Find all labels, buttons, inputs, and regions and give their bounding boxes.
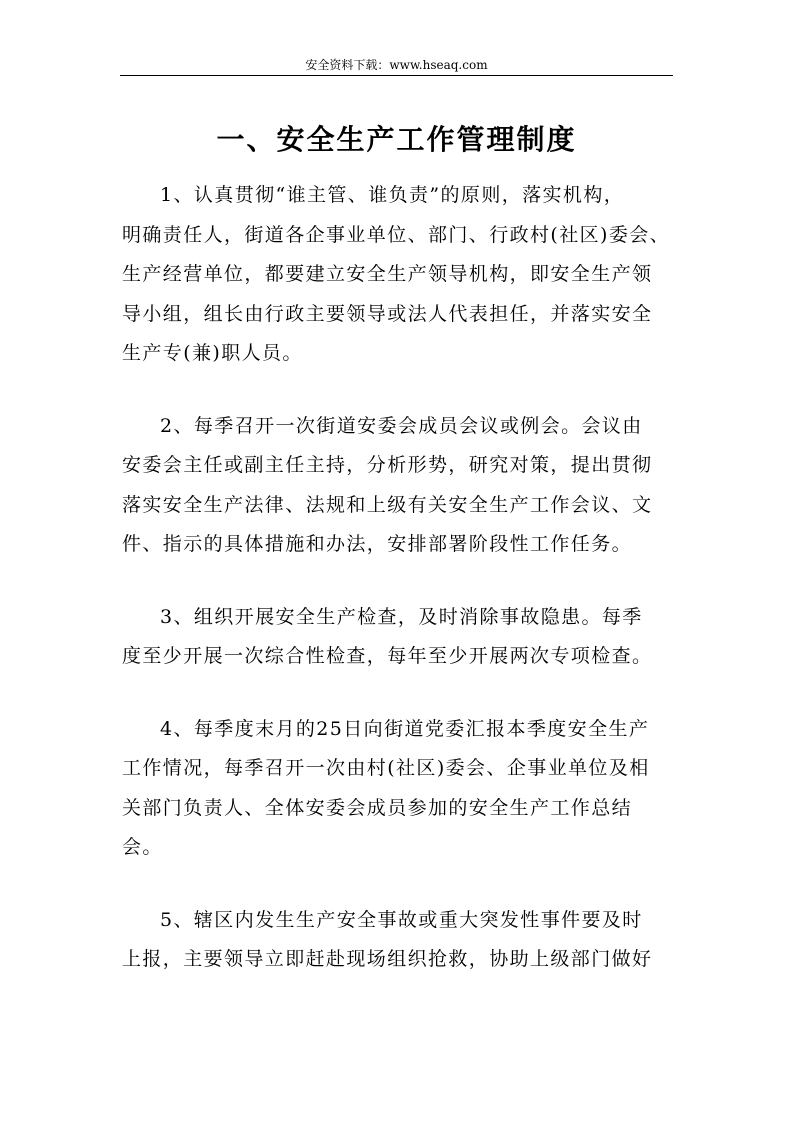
paragraph-5 (122, 901, 674, 980)
page-header (120, 56, 673, 76)
paragraph-line: 上报，主要领导立即赶赴现场组织抢救，协助上级部门做好 (122, 948, 653, 970)
paragraph-line: 2、每季召开一次街道安委会成员会议或例会。会议由 (160, 414, 643, 437)
paragraph-line: 4、每季度末月的25日向街道党委汇报本季度安全生产 (160, 717, 650, 740)
paragraph-line: 5、辖区内发生生产安全事故或重大突发性事件要及时 (160, 908, 643, 931)
paragraph-line: 关部门负责人、全体安委会成员参加的安全生产工作总结 (122, 796, 633, 819)
paragraph-line: 落实安全生产法律、法规和上级有关安全生产工作会议、文 (122, 493, 653, 516)
paragraph-line: 安委会主任或副主任主持，分析形势，研究对策，提出贯彻 (122, 454, 653, 476)
paragraph-line: 会。 (122, 836, 163, 858)
paragraph-line: 1、认真贯彻“谁主管、谁负责”的原则，落实机构， (160, 184, 625, 206)
paragraph-2 (122, 407, 674, 565)
document-body (122, 176, 674, 1013)
paragraph-line: 导小组，组长由行政主要领导或法人代表担任，并落实安全 (122, 302, 653, 325)
paragraph-line: 明确责任人，街道各企事业单位、部门、行政村(社区)委会、 (122, 223, 671, 246)
paragraph-line: 3、组织开展安全生产检查，及时消除事故隐患。每季 (160, 605, 643, 628)
paragraph-4 (122, 710, 674, 868)
paragraph-line: 生产经营单位，都要建立安全生产领导机构，即安全生产领 (122, 263, 653, 285)
header-text: 安全资料下载：www.hseaq.com (305, 58, 488, 72)
paragraph-line: 生产专(兼)职人员。 (122, 342, 303, 364)
paragraph-3 (122, 598, 674, 677)
paragraph-line: 工作情况，每季召开一次由村(社区)委会、企事业单位及相 (122, 757, 650, 779)
document-title: 一、安全生产工作管理制度 (216, 123, 577, 156)
paragraph-1 (122, 176, 674, 374)
paragraph-line: 度至少开展一次综合性检查，每年至少开展两次专项检查。 (122, 645, 653, 667)
paragraph-line: 件、指示的具体措施和办法，安排部署阶段性工作任务。 (122, 533, 633, 555)
